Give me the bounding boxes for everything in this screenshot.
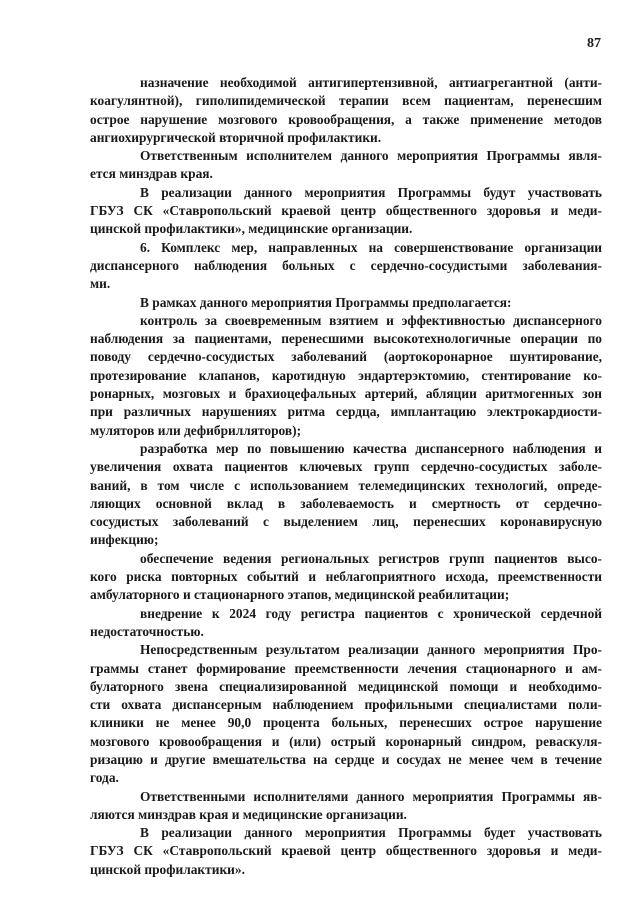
text-line: недостаточностью. [90,623,204,639]
text-line: при различных нарушениях ритма сердца, имплантацию электрокардиости- [90,404,602,420]
text-line: ляющих основной вклад в заболеваемость и смертность от сердечно- [90,495,602,511]
text-line: ризацию и другие вмешательства на сердце и сосудах не менее чем в течение [90,751,602,767]
text-line: разработка мер по повышению качества диспансерного наблюдения и [140,440,602,456]
text-line: ронарных, мозговых и брахиоцефальных артерий, абляции аритмогенных зон [90,386,602,402]
text-line: обеспечение ведения региональных регистров групп пациентов высо- [140,550,602,566]
text-line: Непосредственным результатом реализации данного мероприятия Про- [140,642,602,658]
text-line: 6. Комплекс мер, направленных на совершенствование организации [140,239,602,255]
text-line: В рамках данного мероприятия Программы предполагается: [140,294,512,310]
text-line: года. [90,770,119,786]
text-line: протезирование клапанов, каротидную эндартерэктомию, стентирование ко- [90,367,602,383]
text-line: В реализации данного мероприятия Программы будут участвовать [140,184,602,200]
text-line: сти охвата диспансерным наблюдением профильными специалистами поли- [90,697,602,713]
text-line: ляются минздрав края и медицинские организации. [90,806,407,822]
text-line: цинской профилактики». [90,861,245,877]
text-line: инфекцию; [90,532,159,548]
text-line: Ответственными исполнителями данного мероприятия Программы яв- [140,788,602,804]
text-line: назначение необходимой антигипертензивной, антиагрегантной (анти- [140,75,602,90]
text-line: острое нарушение мозгового кровообращения, а также применение методов [90,111,602,127]
text-line: диспансерного наблюдения больных с сердечно-сосудистыми заболевания- [90,257,602,273]
text-line: В реализации данного мероприятия Программы будет участвовать [140,825,602,841]
text-line: увеличения охвата пациентов ключевых групп сердечно-сосудистых заболе- [90,459,602,475]
text-line: цинской профилактики», медицинские организации. [90,221,413,237]
text-line: Ответственным исполнителем данного мероприятия Программы явля- [140,148,602,164]
text-line: внедрение к 2024 году регистра пациентов с хронической сердечной [140,605,602,621]
text-line: ГБУЗ СК «Ставропольский краевой центр общественного здоровья и меди- [90,843,602,859]
text-line: коагулянтной), гиполипидемической терапии всем пациентам, перенесшим [90,93,602,109]
text-line: ГБУЗ СК «Ставропольский краевой центр общественного здоровья и меди- [90,203,602,219]
text-line: ми. [90,276,111,292]
document-body [90,74,602,879]
text-line: граммы станет формирование преемственности лечения стационарного и ам- [90,660,602,676]
text-line: булаторного звена специализированной медицинской помощи и необходимо- [90,678,602,694]
text-line: поводу сердечно-сосудистых заболеваний (аортокоронарное шунтирование, [90,349,602,365]
text-line: ется минздрав края. [90,166,213,182]
text-line: ваний, в том числе с использованием телемедицинских технологий, опреде- [90,477,602,493]
text-line: амбулаторного и стационарного этапов, медицинской реабилитации; [90,587,510,603]
text-line: ангиохирургической вторичной профилактики. [90,129,382,145]
text-line: кого риска повторных событий и неблагоприятного исхода, преемственности [90,569,602,585]
text-line: наблюдения за пациентами, перенесшими высокотехнологичные операции по [90,331,602,347]
text-line: клиники не менее 90,0 процента больных, перенесших острое нарушение [90,715,602,731]
text-line: мозгового кровообращения и (или) острый коронарный синдром, реваскуля- [90,733,602,749]
page-number: 87 [587,36,601,51]
text-line: сосудистых заболеваний с выделением лиц, перенесших коронавирусную [90,514,602,530]
text-line: контроль за своевременным взятием и эффективностью диспансерного [140,312,602,328]
text-line: муляторов или дефибрилляторов); [90,422,302,438]
